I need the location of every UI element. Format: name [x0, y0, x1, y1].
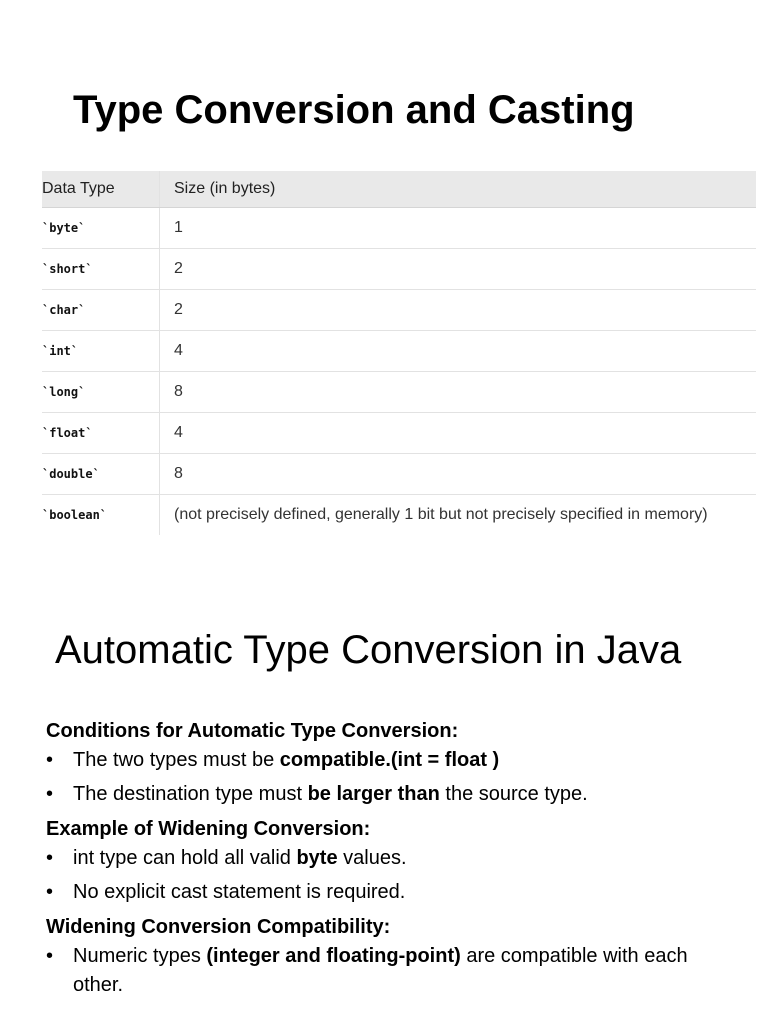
compatibility-list	[46, 942, 726, 1000]
page-title: Type Conversion and Casting	[73, 88, 635, 132]
item-bold-text: compatible.(int = float )	[279, 749, 500, 771]
size-cell: (not precisely defined, generally 1 bit but not precisely specified in memory)	[174, 506, 708, 523]
data-type-cell: `boolean`	[42, 495, 160, 536]
column-header-size: Size (in bytes)	[160, 171, 757, 208]
table-header-row	[42, 171, 756, 208]
conditions-heading: Conditions for Automatic Type Conversion:	[46, 720, 459, 742]
item-text: Numeric types	[73, 945, 207, 967]
data-type-cell: `double`	[42, 454, 160, 495]
list-item	[46, 844, 726, 873]
size-cell: 4	[160, 331, 757, 372]
bullet-icon: •	[46, 847, 54, 869]
item-text-end: values.	[337, 847, 407, 869]
section-content	[46, 716, 726, 1005]
list-item	[46, 746, 726, 775]
data-type-cell: `long`	[42, 372, 160, 413]
table-row	[42, 454, 756, 495]
table-row	[42, 249, 756, 290]
list-item	[46, 780, 726, 809]
table-row	[42, 413, 756, 454]
size-cell: 4	[160, 413, 757, 454]
item-bold-text: be larger than	[307, 783, 440, 805]
bullet-icon: •	[46, 881, 54, 903]
list-item	[46, 878, 726, 907]
data-type-cell: `char`	[42, 290, 160, 331]
bullet-icon: •	[46, 783, 54, 805]
data-type-cell: `int`	[42, 331, 160, 372]
item-text: No explicit cast statement is required.	[73, 881, 406, 903]
table-row	[42, 495, 756, 536]
list-item	[46, 942, 726, 1000]
data-type-size-table	[42, 171, 756, 535]
item-bold-text: byte	[296, 847, 338, 869]
item-text: int type can hold all valid	[73, 847, 297, 869]
bullet-icon: •	[46, 749, 54, 771]
table-row	[42, 372, 756, 413]
item-text-end: the source type.	[439, 783, 588, 805]
size-cell: 1	[160, 208, 757, 249]
item-text: The destination type must	[73, 783, 308, 805]
example-heading: Example of Widening Conversion:	[46, 818, 371, 840]
compatibility-heading: Widening Conversion Compatibility:	[46, 916, 391, 938]
item-text-end: are compatible with each other.	[73, 945, 688, 996]
table-row	[42, 208, 756, 249]
size-cell: 8	[160, 372, 757, 413]
data-type-cell: `short`	[42, 249, 160, 290]
data-type-cell: `byte`	[42, 208, 160, 249]
data-type-cell: `float`	[42, 413, 160, 454]
example-list	[46, 844, 726, 907]
item-text: The two types must be	[73, 749, 280, 771]
conditions-list	[46, 746, 726, 809]
item-bold-text: (integer and floating-point)	[206, 945, 461, 967]
table-row	[42, 290, 756, 331]
size-cell: 2	[160, 249, 757, 290]
column-header-data-type: Data Type	[42, 171, 160, 208]
section-title: Automatic Type Conversion in Java	[55, 628, 682, 672]
size-cell: 8	[160, 454, 757, 495]
bullet-icon: •	[46, 945, 54, 967]
size-cell: 2	[160, 290, 757, 331]
table-row	[42, 331, 756, 372]
